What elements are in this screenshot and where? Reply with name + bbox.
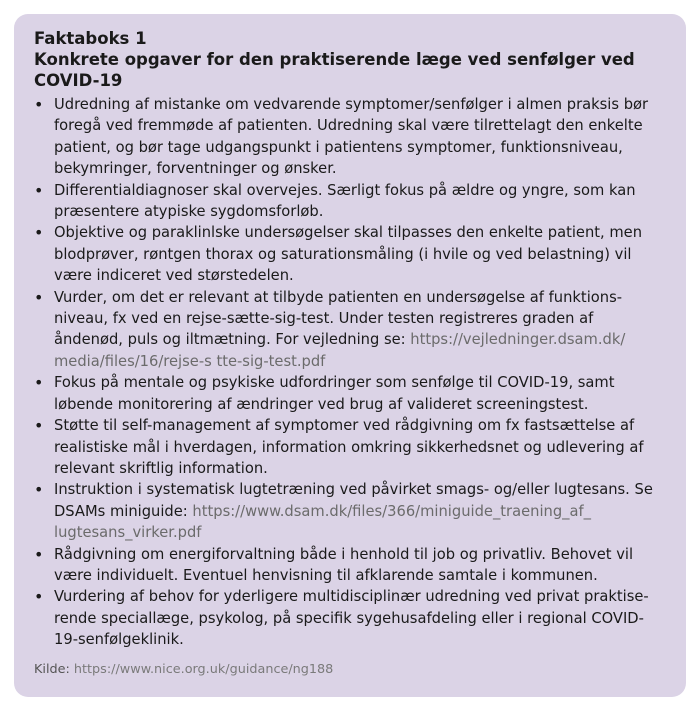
factbox (14, 14, 686, 697)
factbox-title: Konkrete opgaver for den praktiserende læge ved senfølger ved COVID-19 (34, 50, 635, 90)
rejse-saette-sig-link[interactable]: https://vejledninger.dsam.dk/ media/files/16/rejse-s tte-sig-test.pdf (54, 331, 626, 370)
list-item: • Vurder, om det er relevant at tilbyde patienten en undersøgelse af funktionsniveau, fx ved en rejse-sætte-sig-test. Under testen registreres graden af åndenød, puls og iltmætning. For vejledning se: https://vejledninger.dsam.dk/ media/files/16/rejse-s tte-sig-test.pdf (34, 287, 662, 373)
list-item: • Vurdering af behov for yderligere multidisciplinær udredning ved privat praktiserende speciallæge, psykolog, på specifik sygehusafdeling eller i regional COVID-19-senfølgeklinik. (34, 586, 662, 650)
list-item: • Objektive og paraklinlske undersøgelser skal tilpasses den enkelte patient, men blodprøver, røntgen thorax og saturationsmåling (i hvile og ved belastning) vil være indiceret ved størstedelen. (34, 222, 662, 286)
list-item: • Differentialdiagnoser skal overvejes. Særligt fokus på ældre og yngre, som kan præsentere atypiske sygdomsforløb. (34, 180, 662, 223)
list-item: • Instruktion i systematisk lugtetræning ved påvirket smags- og/eller lugtesans. Se DSAMs miniguide: https://www.dsam.dk/files/366/miniguide_traening_af_ lugtesans_virker.pdf (34, 479, 662, 543)
miniguide-link[interactable]: https://www.dsam.dk/files/366/miniguide_traening_af_ lugtesans_virker.pdf (54, 502, 592, 542)
list-item: • Fokus på mentale og psykiske udfordringer som senfølge til COVID-19, samt løbende monitorering af ændringer ved brug af valideret screeningstest. (34, 372, 662, 415)
factbox-label: Faktaboks 1 (34, 29, 147, 48)
source-label: Kilde: (34, 662, 74, 677)
list-item: • Rådgivning om energiforvaltning både i henhold til job og privatliv. Behovet vil være individuelt. Eventuel henvisning til afklarende samtale i kommunen. (34, 544, 662, 587)
list-item: • Udredning af mistanke om vedvarende symptomer/senfølger i almen praksis bør foregå ved fremmøde af patienten. Udredning skal være tilrettelagt den enkelte patient, og bør tage udgangspunkt i patientens symptomer, funktionsniveau, bekymringer, forventninger og ønsker. (34, 94, 662, 180)
source-link[interactable]: https://www.nice.org.uk/guidance/ng188 (73, 662, 334, 677)
list-item: • Støtte til self-management af symptomer ved rådgivning om fx fastsættelse af realistiske mål i hverdagen, information omkring sikkerhedsnet og udlevering af relevant skriftlig information. (34, 415, 662, 479)
task-list (34, 94, 662, 651)
source-line (34, 661, 333, 679)
